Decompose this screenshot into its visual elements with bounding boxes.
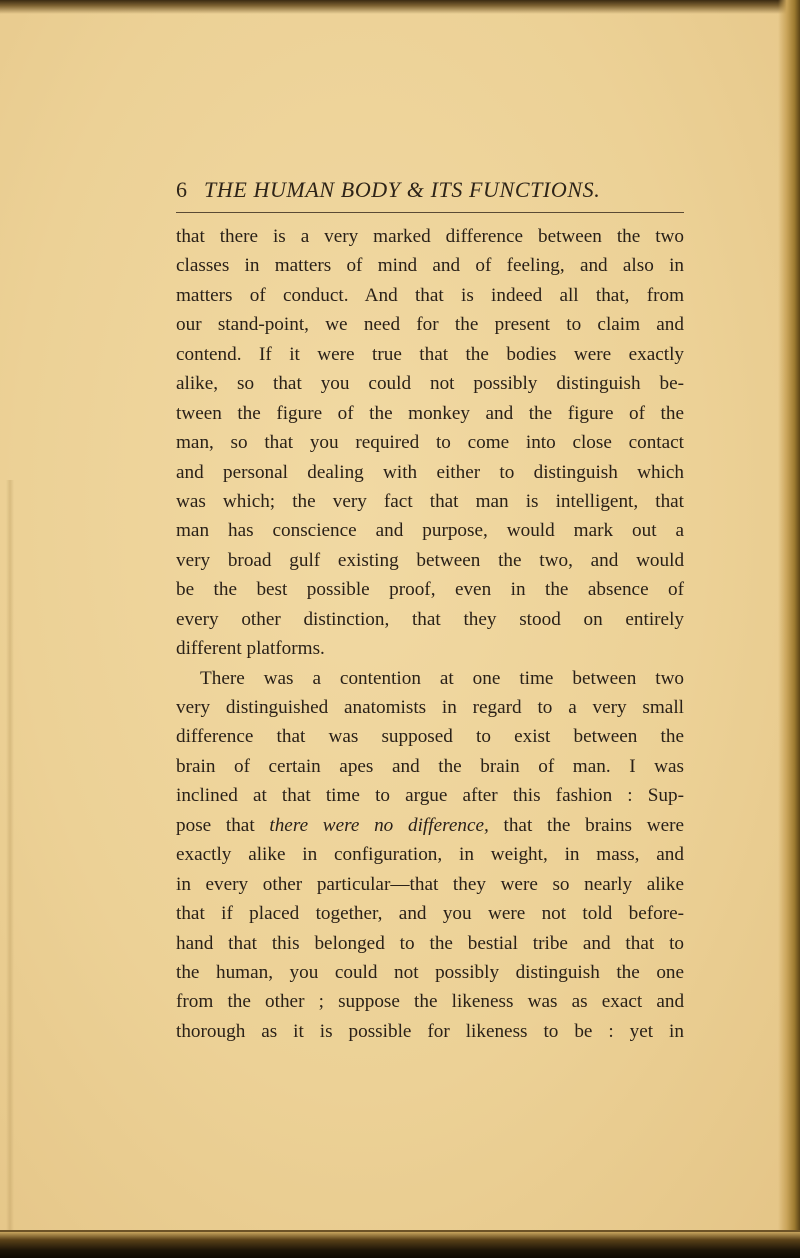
paragraph-1 <box>176 222 684 664</box>
running-title <box>204 176 600 204</box>
text-line: hand that this belonged to the bestial tribe and that to <box>176 932 685 954</box>
text-line: that there is a very marked difference between the two <box>176 226 684 247</box>
text-line: inclined at that time to argue after this fashion : Sup- <box>176 785 685 807</box>
text-line: and personal dealing with either to distinguish which <box>176 461 685 483</box>
text-line: exactly alike in configuration, in weight, in mass, and <box>176 844 684 866</box>
text-line: different platforms. <box>176 638 325 660</box>
running-title-part2: ITS FUNCTIONS. <box>430 177 601 202</box>
text-line: There was a contention at one time between two <box>200 667 685 689</box>
text-line: very broad gulf existing between the two, and would <box>176 549 685 571</box>
text-line: that if placed together, and you were not told before- <box>176 903 685 925</box>
text-line: our stand-point, we need for the present to claim and <box>176 314 684 336</box>
text-line: from the other ; suppose the likeness was as exact and <box>176 991 685 1013</box>
text-line: man has conscience and purpose, would mark out a <box>176 520 685 542</box>
text-line: in every other particular—that they were so nearly alike <box>176 873 684 895</box>
text-line: thorough as it is possible for likeness to be : yet in <box>176 1020 684 1042</box>
text-line: tween the figure of the monkey and the figure of the <box>176 402 684 424</box>
text-line: the human, you could not possibly distinguish the one <box>176 961 685 983</box>
paragraph-2 <box>176 664 684 1047</box>
page-bottom-edge <box>0 1232 800 1258</box>
text-line: brain of certain apes and the brain of man. I was <box>176 755 684 777</box>
page-binding-edge <box>778 0 800 1258</box>
italic-emphasis: there were no difference, <box>269 814 489 836</box>
page-number: 6 <box>176 177 187 202</box>
header-rule <box>176 212 684 213</box>
text-line: alike, so that you could not possibly distinguish be- <box>176 373 684 395</box>
text-line: classes in matters of mind and of feeling, and also in <box>176 255 684 277</box>
text-line: be the best possible proof, even in the absence of <box>176 579 685 601</box>
body-text <box>176 222 684 1046</box>
text-line: was which; the very fact that man is intelligent, that <box>176 490 685 512</box>
text-segment: pose that <box>176 814 270 836</box>
page-top-edge <box>0 0 800 14</box>
page-header <box>176 176 688 208</box>
text-segment: that the brains were <box>488 814 685 836</box>
text-line-with-italic <box>176 811 684 840</box>
text-line: every other distinction, that they stood on entirely <box>176 608 684 630</box>
text-line: difference that was supposed to exist between the <box>176 726 684 748</box>
text-line: man, so that you required to come into close contact <box>176 432 684 454</box>
text-line: matters of conduct. And that is indeed all that, from <box>176 284 684 306</box>
running-title-ampersand: & <box>406 177 425 202</box>
text-line: very distinguished anatomists in regard to a very small <box>176 697 684 718</box>
page-fold-mark <box>6 480 14 1240</box>
running-title-part1: THE HUMAN BODY <box>204 177 401 202</box>
text-line: contend. If it were true that the bodies were exactly <box>176 343 685 365</box>
